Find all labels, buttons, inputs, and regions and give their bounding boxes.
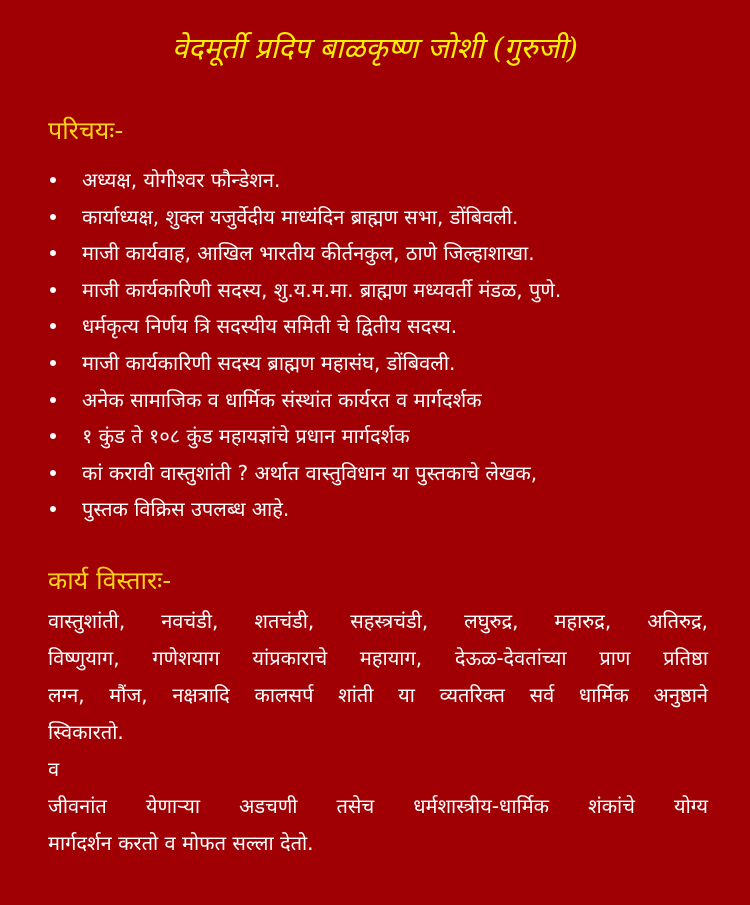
paragraph-line: लग्न, मौंज, नक्षत्रादि कालसर्प शांती या व्यतरिक्त सर्व धार्मिक अनुष्ठाने — [48, 683, 708, 707]
paragraph-line: विष्णुयाग, गणेशयाग यांप्रकाराचे महायाग, देऊळ-देवतांच्या प्राण प्रतिष्ठा — [48, 646, 708, 670]
list-item — [0, 308, 750, 345]
list-item-text: माजी कार्यकारिणी सदस्य ब्राह्मण महासंघ, डोंबिवली. — [82, 350, 456, 375]
list-item-text: माजी कार्यकारिणी सदस्य, शु.य.म.मा. ब्राह्मण मध्यवर्ती मंडळ, पुणे. — [82, 277, 562, 302]
list-item-text: पुस्तक विक्रिस उपलब्ध आहे. — [82, 497, 290, 522]
list-item — [0, 199, 750, 236]
list-item — [0, 382, 750, 419]
list-item — [0, 345, 750, 382]
list-item-text: धर्मकृत्य निर्णय त्रि सदस्यीय समिती चे द्वितीय सदस्य. — [82, 314, 458, 339]
bullet-icon — [50, 323, 56, 329]
bullet-icon — [50, 287, 56, 293]
list-item-text: कार्याध्यक्ष, शुक्ल यजुर्वेदीय माध्यंदिन ब्राह्मण सभा, डोंबिवली. — [82, 204, 519, 229]
list-item — [0, 272, 750, 309]
bullet-icon — [50, 470, 56, 476]
list-item — [0, 162, 750, 199]
list-item-text: १ कुंड ते १०८ कुंड महायज्ञांचे प्रधान मार्गदर्शक — [82, 424, 410, 449]
bullet-icon — [50, 250, 56, 256]
paragraph-line: वास्तुशांती, नवचंडी, शतचंडी, सहस्त्रचंडी, लघुरुद्र, महारुद्र, अतिरुद्र, — [48, 609, 708, 633]
bullet-icon — [50, 214, 56, 220]
connector-text: व — [48, 757, 60, 781]
bullet-icon — [50, 433, 56, 439]
paragraph-line: स्विकारतो. — [48, 720, 124, 744]
paragraph-line: जीवनांत येणाऱ्या अडचणी तसेच धर्मशास्त्रीय-धार्मिक शंकांचे योग्य — [48, 794, 708, 818]
bullet-icon — [50, 506, 56, 512]
list-item — [0, 235, 750, 272]
bullet-icon — [50, 360, 56, 366]
paragraph-line: मार्गदर्शन करतो व मोफत सल्ला देतो. — [48, 831, 314, 855]
list-item-text: अनेक सामाजिक व धार्मिक संस्थांत कार्यरत व मार्गदर्शक — [82, 387, 482, 412]
list-item — [0, 418, 750, 455]
bullet-icon — [50, 177, 56, 183]
karya-text-block — [48, 603, 708, 862]
list-item-text: अध्यक्ष, योगीश्वर फौन्डेशन. — [82, 168, 281, 192]
list-item-text: माजी कार्यवाह, आखिल भारतीय कीर्तनकुल, ठाणे जिल्हाशाखा. — [82, 241, 535, 266]
page-title: वेदमूर्ती प्रदिप बाळकृष्ण जोशी (गुरुजी) — [172, 31, 578, 65]
section-heading-karya: कार्य विस्तारः- — [48, 566, 172, 595]
bullet-icon — [50, 397, 56, 403]
list-item-text: कां करावी वास्तुशांती ? अर्थात वास्तुविधान या पुस्तकाचे लेखक, — [82, 460, 538, 485]
list-item — [0, 491, 750, 528]
parichay-list — [0, 162, 750, 528]
section-heading-parichay: परिचयः- — [48, 116, 124, 145]
list-item — [0, 455, 750, 492]
